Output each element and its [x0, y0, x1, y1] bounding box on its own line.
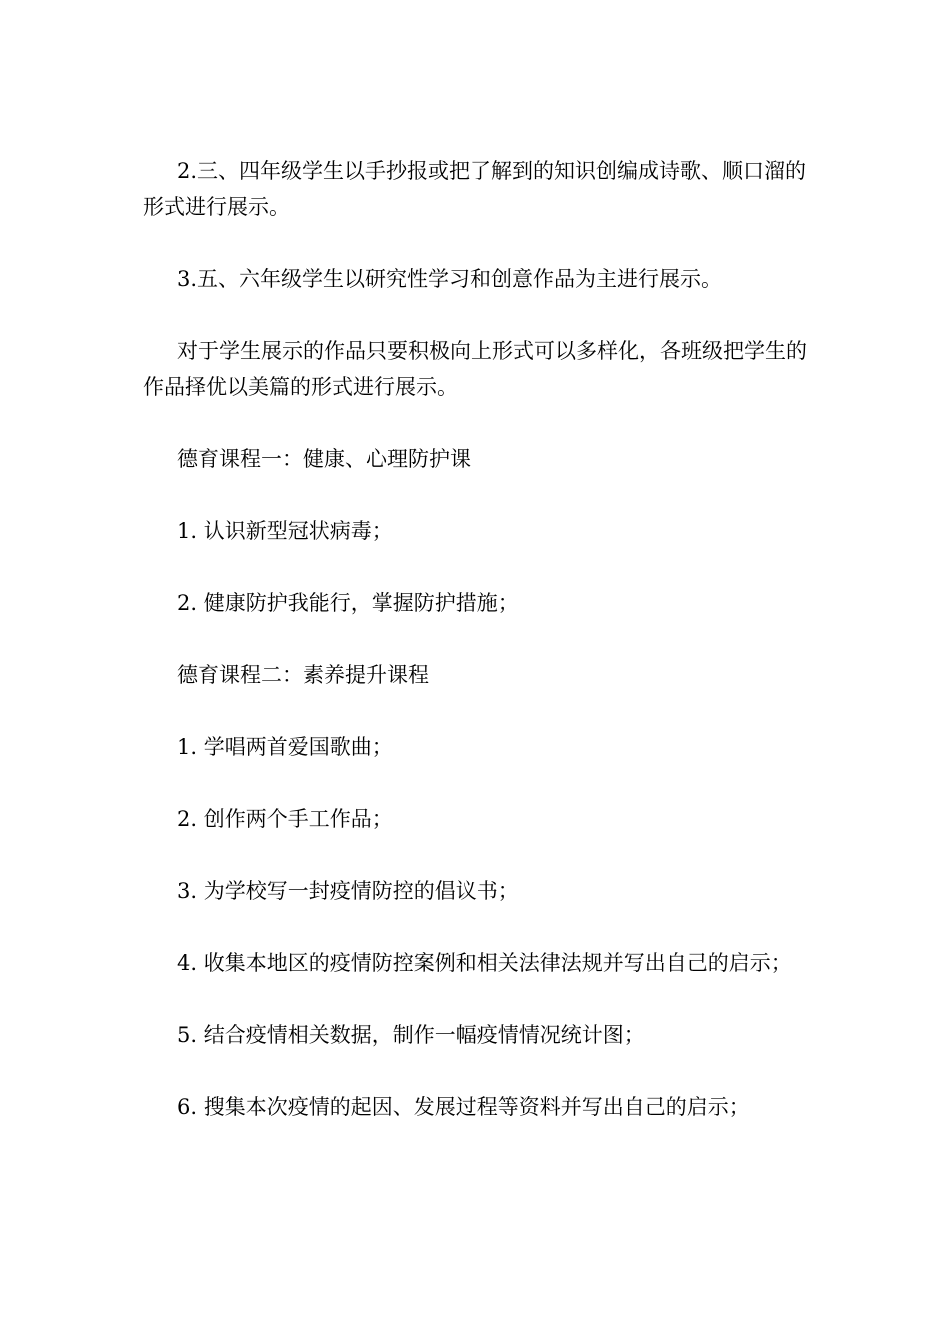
course-two-heading: 德育课程二：素养提升课程 [177, 663, 429, 687]
course-one-heading: 德育课程一：健康、心理防护课 [177, 447, 471, 471]
paragraph-grade-3-4-display: 2.三、四年级学生以手抄报或把了解到的知识创编成诗歌、顺口溜的形式进行展示。 [143, 159, 807, 219]
course-two-item-3: 3. 为学校写一封疫情防控的倡议书； [177, 879, 519, 903]
course-two-item-5: 5. 结合疫情相关数据，制作一幅疫情情况统计图； [177, 1023, 645, 1047]
course-two-item-4: 4. 收集本地区的疫情防控案例和相关法律法规并写出自己的启示； [177, 951, 792, 975]
paragraph-grade-5-6-display: 3.五、六年级学生以研究性学习和创意作品为主进行展示。 [177, 267, 723, 291]
document-body [143, 153, 813, 1161]
course-two-item-6: 6. 搜集本次疫情的起因、发展过程等资料并写出自己的启示； [177, 1095, 750, 1119]
paragraph-display-note: 对于学生展示的作品只要积极向上形式可以多样化，各班级把学生的作品择优以美篇的形式进行展示。 [143, 339, 807, 399]
course-two-item-2: 2. 创作两个手工作品； [177, 807, 393, 831]
course-one-item-1: 1. 认识新型冠状病毒； [177, 519, 393, 543]
course-one-item-2: 2. 健康防护我能行，掌握防护措施； [177, 591, 519, 615]
course-two-item-1: 1. 学唱两首爱国歌曲； [177, 735, 393, 759]
